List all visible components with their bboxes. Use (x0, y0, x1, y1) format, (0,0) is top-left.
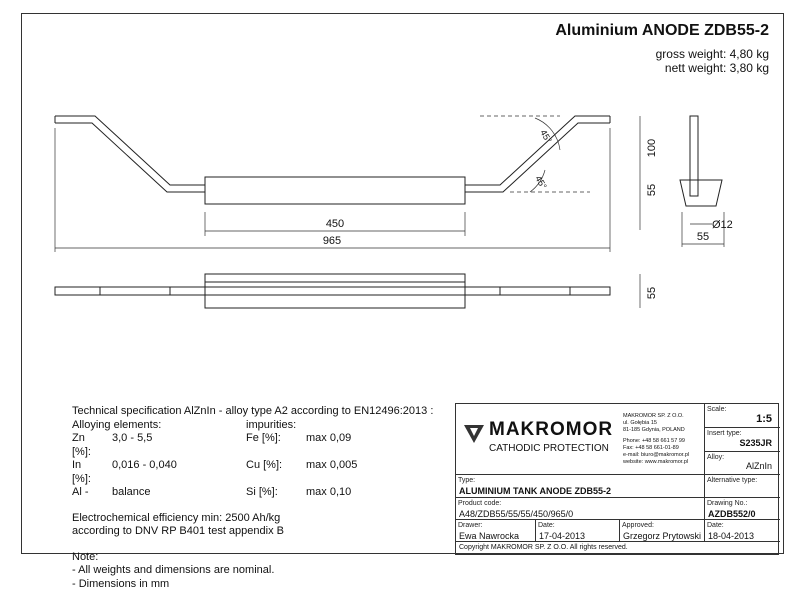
alloy-cell (705, 452, 780, 475)
code-label: Product code: (456, 498, 704, 509)
company-fax: Fax: +48 58 661-01-89 (623, 445, 689, 452)
date-value: 17-04-2013 (536, 531, 619, 541)
dim-diameter-12: Ø12 (712, 219, 733, 231)
approved-value: Grzegorz Prytowski (620, 531, 704, 541)
technical-specification (72, 405, 433, 591)
anode-body-top (205, 274, 465, 308)
company-address: ul. Gołębia 15 (623, 420, 689, 427)
approved-cell (620, 520, 705, 542)
spec-cell: max 0,10 (306, 486, 366, 500)
drawer-value: Ewa Nawrocka (456, 531, 535, 541)
title-block (455, 403, 779, 555)
drawer-cell (456, 520, 536, 542)
anode-body-front (205, 177, 465, 204)
spec-cell: In [%]: (72, 459, 96, 486)
logo-text: MAKROMOR (489, 419, 613, 441)
spec-cell: Al - (72, 486, 96, 500)
company-website: website: www.makromor.pl (623, 459, 689, 466)
note-line-1: - All weights and dimensions are nominal. (72, 564, 433, 578)
type-label: Type: (456, 475, 704, 486)
spec-cell: 0,016 - 0,040 (96, 459, 246, 486)
date2-value: 18-04-2013 (705, 531, 780, 541)
scale-label: Scale: (705, 404, 780, 415)
spec-cell: Zn [%]: (72, 432, 96, 459)
nett-weight: nett weight: 3,80 kg (656, 61, 769, 75)
code-cell (456, 498, 705, 520)
spec-cell: Cu [%]: (246, 459, 306, 486)
angle-45-lower: 45° (533, 174, 549, 191)
date2-label: Date: (705, 520, 780, 531)
spec-elements (72, 419, 433, 500)
date-label: Date: (536, 520, 619, 531)
insert-cell (705, 428, 780, 452)
scale-value: 1:5 (756, 413, 772, 425)
spec-cell: max 0,09 (306, 432, 366, 459)
logo-subtitle: CATHODIC PROTECTION (489, 443, 609, 454)
drawer-label: Drawer: (456, 520, 535, 531)
dim-55-width: 55 (697, 231, 709, 243)
dim-55-top: 55 (646, 287, 658, 299)
note-heading: Note: (72, 551, 433, 565)
insert-top (55, 287, 610, 295)
makromor-logo-icon (462, 422, 486, 444)
alloy-label: Alloy: (705, 452, 780, 463)
spec-cell: 3,0 - 5,5 (96, 432, 246, 459)
spec-heading: Technical specification AlZnIn - alloy type A2 according to EN12496:2013 : (72, 405, 433, 419)
drawing-no-label: Drawing No.: (705, 498, 780, 509)
scale-cell (705, 404, 780, 428)
spec-cell: max 0,005 (306, 459, 366, 486)
alt-type-label: Alternative type: (705, 475, 780, 486)
alt-type-cell (705, 475, 780, 498)
dim-450: 450 (326, 218, 344, 230)
dim-965: 965 (323, 235, 341, 247)
company-email: e-mail: biuro@makromor.pl (623, 452, 689, 459)
efficiency-line: Electrochemical efficiency min: 2500 Ah/kg (72, 512, 433, 526)
alloying-label: Alloying elements: (72, 419, 246, 433)
insert-right (465, 116, 610, 185)
spec-cell: balance (96, 486, 246, 500)
copyright: Copyright MAKROMOR SP. Z O.O. All rights reserved. (459, 544, 628, 551)
alloy-value: AlZnIn (746, 461, 772, 471)
date-cell (536, 520, 620, 542)
code-value: A48/ZDB55/55/55/450/965/0 (456, 509, 704, 519)
insert-side (690, 116, 698, 196)
approved-label: Approved: (620, 520, 704, 531)
company-city: 81-185 Gdynia, POLAND (623, 427, 689, 434)
spec-cell: Fe [%]: (246, 432, 306, 459)
company-phone: Phone: +48 58 661 57 99 (623, 438, 689, 445)
drawing-no-value: AZDB552/0 (705, 509, 780, 519)
drawing-title: Aluminium ANODE ZDB55-2 (555, 22, 769, 40)
type-value: ALUMINIUM TANK ANODE ZDB55-2 (456, 486, 704, 496)
company-name: MAKROMOR SP. Z O.O. (623, 413, 689, 420)
dim-100: 100 (646, 139, 658, 157)
gross-weight: gross weight: 4,80 kg (656, 47, 769, 61)
drawing-no-cell (705, 498, 780, 520)
anode-body-side (680, 180, 722, 206)
insert-label: Insert type: (705, 428, 780, 439)
insert-left (55, 116, 205, 185)
date2-cell (705, 520, 780, 542)
efficiency-reference: according to DNV RP B401 test appendix B (72, 525, 433, 539)
spec-cell: Si [%]: (246, 486, 306, 500)
type-cell (456, 475, 705, 498)
note-line-2: - Dimensions in mm (72, 578, 433, 591)
logo-area (456, 404, 705, 475)
angle-45-upper: 45° (538, 128, 554, 145)
impurities-label: impurities: (246, 419, 366, 433)
insert-value: S235JR (739, 438, 772, 448)
dim-55-side: 55 (646, 184, 658, 196)
